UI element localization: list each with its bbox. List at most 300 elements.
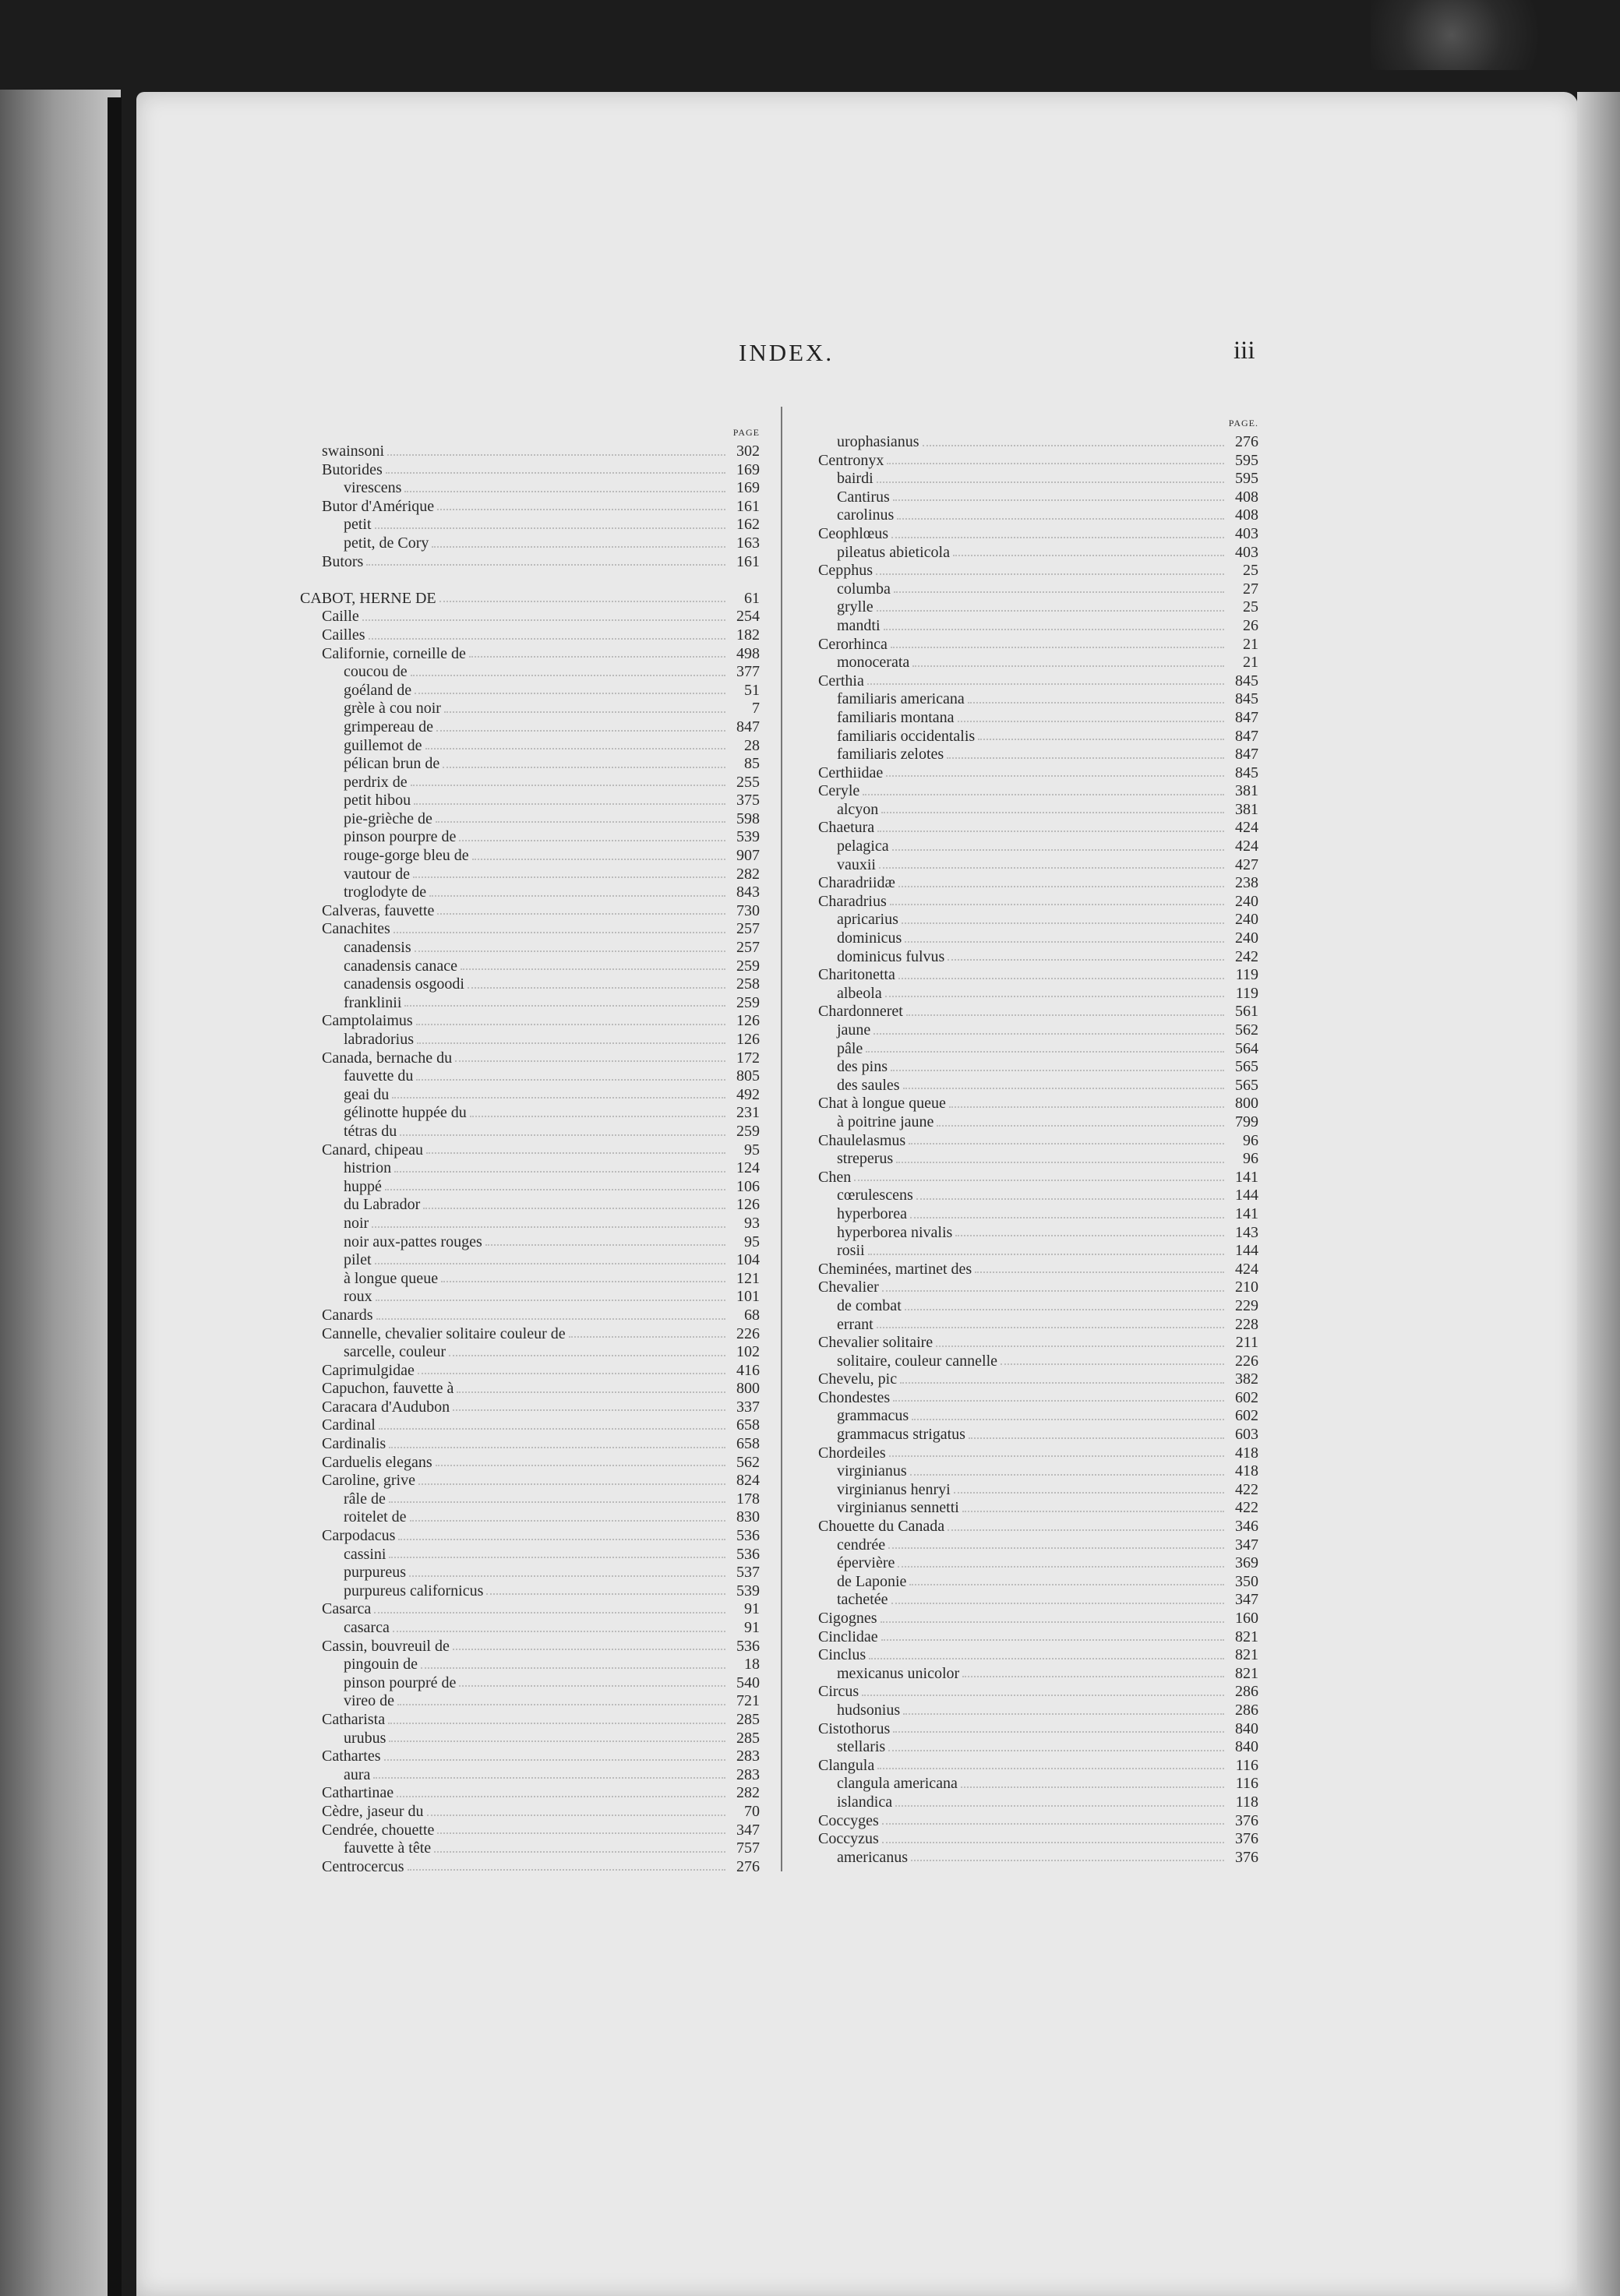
index-entry — [300, 755, 768, 774]
index-entry-label: virescens — [344, 479, 402, 497]
index-entry-page: 126 — [736, 1031, 760, 1048]
index-entry-page: 847 — [736, 718, 760, 735]
leader-dots — [877, 481, 1224, 483]
index-entry-label: familiaris zelotes — [837, 746, 944, 764]
leader-dots — [866, 1050, 1224, 1053]
index-entry — [300, 1490, 768, 1509]
index-entry-page: 346 — [1235, 1518, 1258, 1536]
leader-dots — [867, 682, 1224, 685]
index-entry-page: 226 — [736, 1324, 760, 1342]
index-entry — [300, 461, 768, 480]
index-entry — [818, 1353, 1266, 1371]
page-number: iii — [1234, 337, 1255, 365]
leader-dots — [437, 1832, 725, 1834]
page-title: INDEX. — [739, 339, 835, 366]
index-entry — [300, 1325, 768, 1344]
index-entry-label: casarca — [344, 1619, 390, 1636]
leader-dots — [569, 1335, 725, 1338]
index-entry — [818, 874, 1266, 893]
index-entry-page: 28 — [744, 736, 760, 754]
leader-dots — [457, 1391, 725, 1393]
index-entry-label: des pins — [837, 1058, 888, 1076]
index-entry-page: 565 — [1235, 1076, 1258, 1094]
index-entry-page: 259 — [736, 957, 760, 975]
leader-dots — [362, 619, 725, 621]
index-entry-label: canadensis osgoodi — [344, 975, 464, 993]
index-entry-page: 536 — [736, 1637, 760, 1655]
leader-dots — [437, 508, 725, 510]
leader-dots — [898, 1565, 1224, 1568]
index-entry-label: Carpodacus — [322, 1527, 396, 1545]
leader-dots — [905, 1308, 1224, 1310]
index-entry-page: 172 — [736, 1049, 760, 1067]
index-entry-label: Cailles — [322, 626, 365, 644]
leader-dots — [441, 1280, 725, 1282]
index-entry — [818, 1132, 1266, 1151]
index-entry-page: 598 — [736, 809, 760, 827]
index-entry — [818, 1370, 1266, 1389]
index-entry-page: 286 — [1235, 1701, 1258, 1719]
index-entry-label: familiaris americana — [837, 690, 965, 708]
index-entry — [300, 1343, 768, 1362]
index-entry-page: 564 — [1235, 1039, 1258, 1057]
index-entry — [818, 1812, 1266, 1831]
leader-dots — [436, 820, 725, 823]
index-entry — [300, 1067, 768, 1086]
leader-dots — [385, 1188, 725, 1190]
index-entry-label: rouge-gorge bleu de — [344, 847, 469, 865]
leader-dots — [962, 1675, 1224, 1677]
index-entry — [300, 1288, 768, 1307]
index-entry — [818, 506, 1266, 525]
leader-dots — [408, 1868, 725, 1871]
index-entry — [818, 1040, 1266, 1059]
index-entry-page: 427 — [1235, 855, 1258, 873]
index-entry-label: pélican brun de — [344, 755, 440, 773]
index-entry-page: 169 — [736, 479, 760, 497]
index-entry — [300, 1822, 768, 1840]
index-entry-page: 286 — [1235, 1683, 1258, 1701]
index-entry-page: 162 — [736, 516, 760, 534]
index-entry-page: 845 — [1235, 672, 1258, 690]
leader-dots — [425, 747, 725, 749]
index-entry-page: 211 — [1235, 1334, 1258, 1352]
index-entry-label: vautour de — [344, 865, 410, 883]
index-entry-page: 119 — [1235, 966, 1258, 984]
index-entry — [300, 1766, 768, 1785]
index-entry-label: purpureus — [344, 1564, 406, 1582]
leader-dots — [394, 931, 725, 933]
index-entry-page: 539 — [736, 1582, 760, 1599]
index-entry — [300, 1031, 768, 1049]
index-entry-page: 27 — [1243, 580, 1258, 598]
leader-dots — [416, 1023, 725, 1025]
index-entry — [818, 1793, 1266, 1812]
index-entry-label: pingouin de — [344, 1656, 418, 1674]
leader-dots — [404, 1004, 725, 1007]
index-entry — [300, 883, 768, 902]
index-entry-page: 93 — [744, 1214, 760, 1232]
index-entry-page: 845 — [1235, 690, 1258, 708]
index-entry-page: 238 — [1235, 874, 1258, 892]
leader-dots — [410, 1519, 725, 1522]
leader-dots — [881, 811, 1224, 813]
index-entry-page: 91 — [744, 1619, 760, 1636]
index-entry — [300, 1546, 768, 1564]
index-entry-page: 106 — [736, 1177, 760, 1195]
column-divider — [781, 407, 782, 1871]
index-entry — [300, 682, 768, 700]
index-entry — [300, 663, 768, 682]
index-entry — [818, 1720, 1266, 1739]
index-entry-label: Cannelle, chevalier solitaire couleur de — [322, 1324, 566, 1342]
index-entry — [818, 1150, 1266, 1169]
index-entry — [300, 1508, 768, 1527]
index-entry — [818, 819, 1266, 838]
index-entry-label: Certhia — [818, 672, 864, 690]
index-entry-page: 126 — [736, 1012, 760, 1030]
leader-dots — [418, 1483, 725, 1485]
index-entry-label: Cinclidae — [818, 1628, 878, 1645]
index-entry-label: urubus — [344, 1729, 386, 1747]
index-entry-label: dominicus — [837, 929, 902, 947]
leader-dots — [400, 1134, 725, 1136]
index-gap — [300, 571, 768, 590]
index-entry-page: 240 — [1235, 911, 1258, 929]
index-entry-label: roitelet de — [344, 1508, 407, 1526]
index-entry-page: 536 — [736, 1545, 760, 1563]
leader-dots — [387, 453, 725, 456]
index-entry-label: Coccyges — [818, 1811, 879, 1829]
leader-dots — [910, 1216, 1224, 1219]
index-entry-label: Cheminées, martinet des — [818, 1260, 972, 1278]
index-entry-page: 102 — [736, 1343, 760, 1361]
index-entry-label: tétras du — [344, 1122, 397, 1140]
index-entry-label: Charadriidæ — [818, 874, 895, 892]
index-entry-page: 124 — [736, 1159, 760, 1177]
index-entry — [300, 1784, 768, 1803]
index-entry-page: 498 — [736, 644, 760, 662]
index-entry-page: 210 — [1235, 1278, 1258, 1296]
index-entry-label: hyperborea nivalis — [837, 1223, 953, 1241]
leader-dots — [429, 894, 725, 897]
index-entry-label: Carduelis elegans — [322, 1453, 432, 1471]
index-entry-label: grammacus strigatus — [837, 1426, 965, 1444]
index-entry-page: 403 — [1235, 543, 1258, 561]
leader-dots — [366, 563, 725, 566]
index-entry-label: Canard, chipeau — [322, 1141, 423, 1159]
index-entry-page: 282 — [736, 1784, 760, 1802]
index-entry — [818, 1095, 1266, 1113]
index-entry-label: Catharista — [322, 1710, 386, 1728]
index-entry — [818, 1518, 1266, 1536]
index-entry — [818, 709, 1266, 728]
index-entry-page: 418 — [1235, 1462, 1258, 1480]
index-entry — [300, 1839, 768, 1858]
index-entry-page: 163 — [736, 534, 760, 552]
index-entry — [818, 1169, 1266, 1187]
index-entry-page: 85 — [744, 755, 760, 773]
index-entry — [818, 1554, 1266, 1573]
index-entry-label: Canada, bernache du — [322, 1049, 453, 1067]
index-entry-label: huppé — [344, 1177, 382, 1195]
index-entry-label: swainsoni — [322, 443, 384, 460]
index-entry-page: 257 — [736, 920, 760, 938]
leader-dots — [389, 1740, 725, 1742]
column-header: PAGE — [732, 427, 760, 438]
index-entry-page: 408 — [1235, 488, 1258, 506]
leader-dots — [958, 720, 1224, 722]
index-entry — [818, 1702, 1266, 1720]
index-entry — [818, 1646, 1266, 1665]
index-entry-label: aura — [344, 1765, 371, 1783]
leader-dots — [469, 655, 725, 658]
index-entry — [818, 1058, 1266, 1077]
leader-dots — [394, 1170, 725, 1173]
index-entry-label: Chevalier solitaire — [818, 1334, 934, 1352]
leader-dots — [887, 462, 1224, 464]
index-entry — [818, 1462, 1266, 1481]
index-entry-label: Butors — [322, 552, 364, 570]
leader-dots — [404, 490, 725, 492]
index-entry — [818, 1113, 1266, 1132]
index-entry-page: 381 — [1235, 782, 1258, 800]
leader-dots — [948, 1529, 1224, 1531]
leader-dots — [472, 858, 725, 860]
leader-dots — [1001, 1363, 1224, 1365]
leader-dots — [947, 757, 1224, 759]
leader-dots — [969, 1437, 1224, 1439]
leader-dots — [393, 1630, 725, 1632]
index-entry — [300, 737, 768, 756]
index-entry-label: Caille — [322, 608, 359, 626]
index-entry-label: errant — [837, 1315, 874, 1333]
index-entry-label: pâle — [837, 1039, 863, 1057]
index-entry — [818, 1591, 1266, 1610]
leader-dots — [905, 940, 1224, 943]
index-entry-page: 845 — [1235, 764, 1258, 781]
index-entry — [300, 1251, 768, 1270]
leader-dots — [879, 866, 1224, 869]
index-entry-label: Charitonetta — [818, 966, 895, 984]
index-entry-label: des saules — [837, 1076, 900, 1094]
leader-dots — [891, 536, 1224, 538]
index-entry — [818, 1003, 1266, 1021]
index-entry-label: Cigognes — [818, 1610, 877, 1627]
index-entry-label: fauvette à tête — [344, 1839, 432, 1857]
index-entry-page: 228 — [1235, 1315, 1258, 1333]
index-entry-page: 169 — [736, 460, 760, 478]
index-entry-page: 276 — [736, 1857, 760, 1875]
index-entry-page: 821 — [1235, 1646, 1258, 1664]
leader-dots — [903, 1087, 1224, 1089]
leader-dots — [417, 1042, 725, 1044]
leader-dots — [902, 922, 1224, 924]
index-entry-label: Circus — [818, 1683, 859, 1701]
index-entry-page: 116 — [1235, 1775, 1258, 1793]
index-entry-page: 847 — [1235, 727, 1258, 745]
index-entry-page: 144 — [1235, 1187, 1258, 1204]
leader-dots — [891, 1069, 1224, 1071]
index-entry — [300, 516, 768, 534]
index-entry-page: 562 — [1235, 1021, 1258, 1039]
index-entry-page: 276 — [1235, 433, 1258, 450]
index-entry — [818, 948, 1266, 967]
index-entry — [818, 1316, 1266, 1335]
index-entry — [300, 1454, 768, 1472]
index-entry — [818, 544, 1266, 563]
index-entry-label: Cèdre, jaseur du — [322, 1802, 424, 1820]
index-entry — [300, 1582, 768, 1601]
index-entry-label: vireo de — [344, 1692, 394, 1710]
leader-dots — [375, 527, 725, 529]
index-entry-label: grammacus — [837, 1407, 909, 1425]
index-entry-page: 416 — [736, 1361, 760, 1379]
leader-dots — [888, 1749, 1224, 1751]
index-entry-label: râle de — [344, 1490, 386, 1508]
index-entry-label: à longue queue — [344, 1269, 439, 1287]
leader-dots — [874, 1032, 1224, 1035]
index-entry-page: 161 — [736, 497, 760, 515]
index-entry-label: grylle — [837, 598, 874, 616]
index-entry — [818, 617, 1266, 636]
index-entry-label: petit, de Cory — [344, 534, 429, 552]
index-entry-page: 377 — [736, 663, 760, 681]
index-entry-page: 821 — [1235, 1628, 1258, 1645]
index-entry-page: 907 — [736, 847, 760, 865]
index-entry-page: 840 — [1235, 1719, 1258, 1737]
index-entry — [818, 672, 1266, 691]
index-entry-label: cendrée — [837, 1536, 886, 1554]
index-entry — [818, 1573, 1266, 1592]
index-entry-page: 141 — [1235, 1204, 1258, 1222]
leader-dots — [386, 471, 725, 474]
leader-dots — [388, 1722, 725, 1724]
index-entry-page: 61 — [744, 589, 760, 607]
index-entry-page: 229 — [1235, 1296, 1258, 1314]
index-entry-label: gélinotte huppée du — [344, 1104, 467, 1122]
index-entry — [818, 1278, 1266, 1297]
leader-dots — [415, 950, 725, 952]
leader-dots — [894, 591, 1224, 593]
index-entry-label: hudsonius — [837, 1701, 901, 1719]
index-entry-page: 539 — [736, 828, 760, 846]
index-entry — [818, 801, 1266, 820]
leader-dots — [897, 517, 1224, 520]
index-entry-label: grèle à cou noir — [344, 700, 441, 718]
index-entry-label: virginianus sennetti — [837, 1499, 959, 1517]
index-entry — [300, 1748, 768, 1766]
index-entry-page: 536 — [736, 1527, 760, 1545]
leader-dots — [903, 1712, 1224, 1715]
index-entry — [300, 1012, 768, 1031]
index-entry-label: Caroline, grive — [322, 1472, 415, 1490]
index-entry-label: Cassin, bouvreuil de — [322, 1637, 450, 1655]
index-entry — [300, 1380, 768, 1398]
index-entry — [818, 1628, 1266, 1647]
index-entry-page: 116 — [1235, 1756, 1258, 1774]
index-entry — [300, 866, 768, 884]
index-entry-label: Cendrée, chouette — [322, 1821, 435, 1839]
index-entry — [818, 1242, 1266, 1261]
leader-dots — [916, 1197, 1224, 1200]
leader-dots — [900, 1381, 1224, 1384]
index-entry — [300, 920, 768, 939]
index-entry-page: 96 — [1243, 1131, 1258, 1149]
leader-dots — [389, 1446, 725, 1448]
leader-dots — [379, 1427, 725, 1430]
leader-dots — [455, 1060, 725, 1062]
index-entry-page: 255 — [736, 773, 760, 791]
index-entry-label: Butorides — [322, 460, 383, 478]
index-entry — [300, 1527, 768, 1546]
leader-dots — [895, 1804, 1224, 1807]
index-entry-page: 382 — [1235, 1370, 1258, 1388]
leader-dots — [439, 600, 725, 602]
index-entry-page: 118 — [1235, 1793, 1258, 1811]
leader-dots — [453, 1409, 725, 1411]
index-entry — [818, 1738, 1266, 1757]
index-entry-page: 347 — [1235, 1591, 1258, 1609]
index-entry — [300, 1803, 768, 1822]
index-entry-label: Cerorhinca — [818, 635, 888, 653]
index-entry — [300, 1692, 768, 1711]
leader-dots — [416, 1078, 725, 1081]
index-entry — [818, 1683, 1266, 1702]
leader-dots — [486, 1592, 725, 1595]
leader-dots — [461, 968, 725, 970]
index-entry-page: 847 — [1235, 708, 1258, 726]
index-entry-label: cassini — [344, 1545, 386, 1563]
leader-dots — [909, 1142, 1224, 1144]
index-entry-page: 7 — [752, 700, 760, 718]
index-entry-page: 259 — [736, 993, 760, 1011]
leader-dots — [389, 1556, 725, 1558]
index-entry-page: 18 — [744, 1656, 760, 1674]
index-entry-page: 565 — [1235, 1058, 1258, 1076]
index-entry-page: 242 — [1235, 947, 1258, 965]
index-entry-label: canadensis canace — [344, 957, 458, 975]
index-entry-page: 562 — [736, 1453, 760, 1471]
index-entry-label: Cardinal — [322, 1416, 376, 1434]
index-entry-page: 540 — [736, 1674, 760, 1691]
index-entry-page: 561 — [1235, 1003, 1258, 1021]
leader-dots — [459, 1684, 725, 1687]
index-entry-page: 285 — [736, 1729, 760, 1747]
index-entry-label: à poitrine jaune — [837, 1113, 934, 1130]
index-entry-page: 369 — [1235, 1554, 1258, 1572]
leader-dots — [888, 1547, 1224, 1549]
leader-dots — [882, 1822, 1224, 1825]
leader-dots — [923, 444, 1224, 446]
leader-dots — [906, 1014, 1224, 1016]
index-entry-page: 537 — [736, 1564, 760, 1582]
index-entry-label: noir — [344, 1214, 369, 1232]
index-entry-label: du Labrador — [344, 1196, 421, 1214]
leader-dots — [898, 977, 1224, 979]
index-entry-label: Capuchon, fauvette à — [322, 1380, 454, 1398]
leader-dots — [868, 1253, 1224, 1255]
index-entry — [818, 929, 1266, 948]
leader-dots — [373, 1776, 725, 1779]
index-entry-page: 603 — [1235, 1426, 1258, 1444]
index-entry-label: pie-grièche de — [344, 809, 432, 827]
index-entry-label: noir aux-pattes rouges — [344, 1233, 482, 1250]
index-entry-label: Ceryle — [818, 782, 860, 800]
index-entry — [300, 608, 768, 626]
leader-dots — [893, 499, 1224, 501]
index-entry — [818, 562, 1266, 580]
